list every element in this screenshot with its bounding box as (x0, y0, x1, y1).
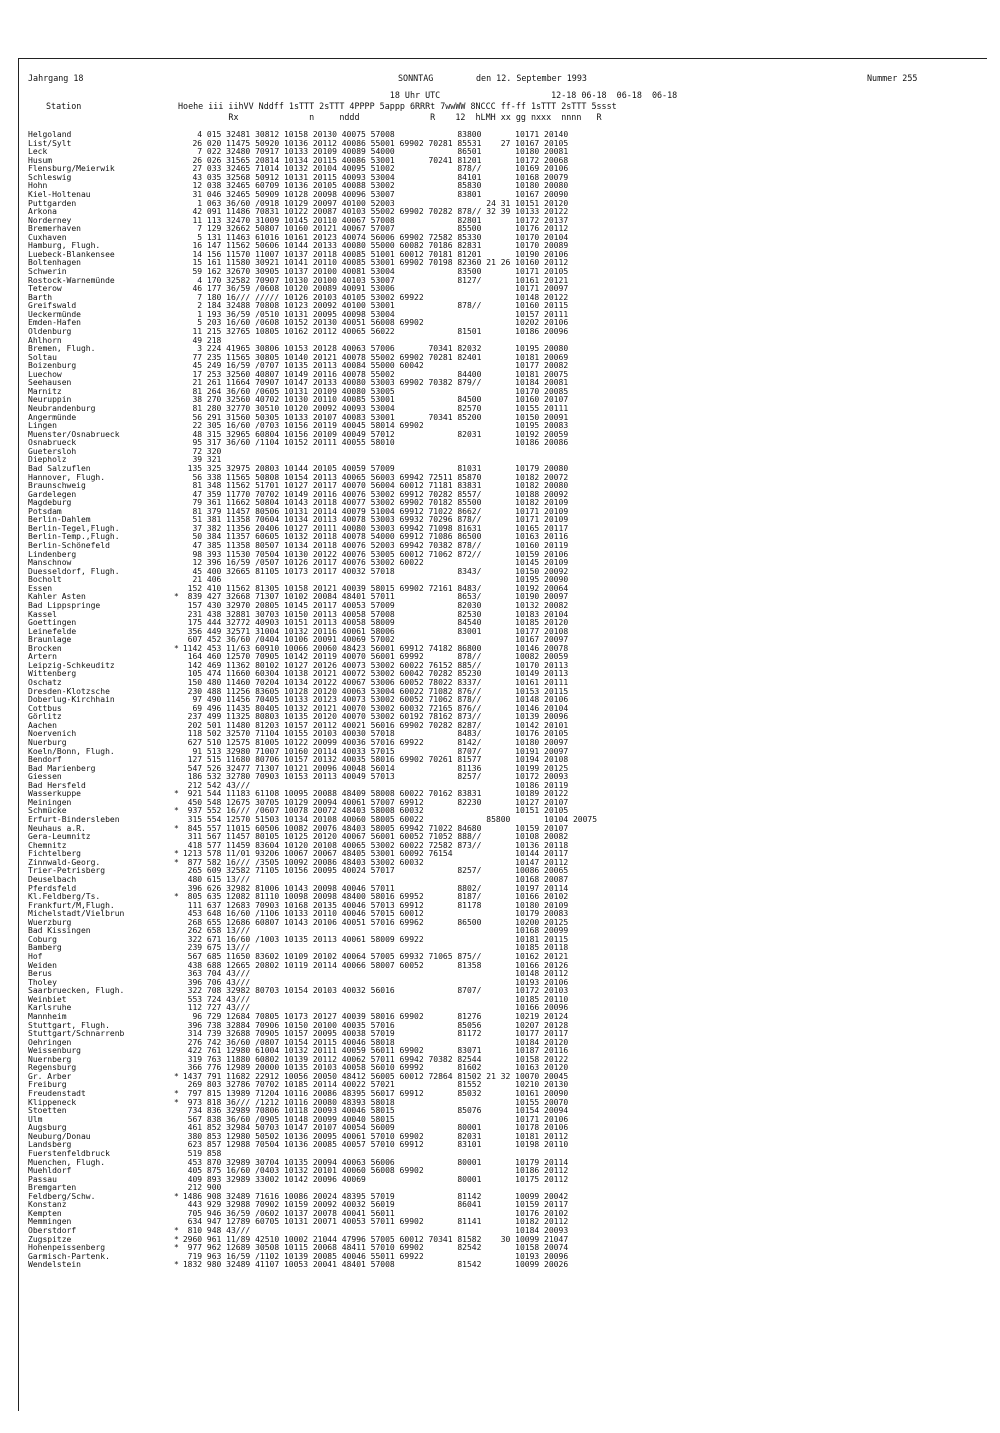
observation-values: 418 577 11459 83604 10120 20108 40065 53002 60022 72582 873// 10136 20118 (178, 840, 569, 850)
observation-values: 26 026 31565 20814 10134 20115 40086 53001 70241 81201 10172 20068 (178, 155, 569, 165)
station-name: Muehldorf (28, 1166, 72, 1176)
station-name: Teterow (28, 284, 62, 294)
observation-values: 356 449 32571 31004 10132 20116 40061 58006 83001 10177 20108 (178, 626, 569, 636)
observation-values: 877 582 16/// /3505 10092 20086 48403 53002 60032 10147 20112 (178, 857, 569, 867)
observation-values: 7 129 32662 50807 10160 20121 40067 57007 85500 10176 20112 (178, 224, 569, 234)
observation-values: 405 875 16/60 /0403 10132 20101 40060 56008 69902 10186 20112 (178, 1166, 569, 1176)
weekday-label: SONNTAG (398, 73, 434, 83)
observation-values: 239 675 13/// 10185 20118 (178, 943, 569, 953)
observation-values: 797 815 13989 71204 10116 20086 48395 56017 69912 85032 10161 20090 (178, 1089, 569, 1098)
station-name: Brocken (28, 643, 62, 653)
observation-values: 150 480 11460 70204 10134 20122 40067 53006 60052 78022 8337/ 10161 20111 (178, 678, 569, 687)
observation-values: 380 853 12980 50502 10136 20095 40061 57010 69902 82031 10181 20112 (178, 1131, 569, 1141)
observation-values: 1486 908 32489 71616 10086 20024 48395 57019 81142 10099 20042 (178, 1191, 569, 1201)
observation-values: 175 444 32772 40903 10151 20113 40058 58009 84540 10185 20120 (178, 618, 569, 628)
station-name: Goettingen (28, 618, 77, 628)
observation-values: 45 249 16/59 /0707 10135 20113 40084 55000 60042 10177 20082 (178, 361, 569, 371)
station-name: Wendelstein (28, 1260, 81, 1270)
jahrgang-label: Jahrgang 18 (28, 73, 84, 83)
station-name: Karlsruhe (28, 1003, 72, 1013)
station-name: Tholey (28, 977, 57, 987)
station-name: Weissenburg (28, 1046, 81, 1056)
observation-values: 37 382 11356 20406 10127 20111 40080 53003 69942 71098 81631 10165 20117 (178, 523, 569, 533)
station-name: Helgoland (28, 130, 72, 139)
station-name: Hohenpeissenberg (28, 1243, 106, 1253)
column-header-line-3: Rx n nddd R 12 hLMH xx gg nxxx nnnn R (178, 112, 602, 122)
observation-values: 27 033 32465 71014 10132 20104 40095 51002 878// 10169 20106 (178, 164, 569, 174)
station-name: Frankfurt/M,Flugh. (28, 900, 115, 910)
station-name: Stuttgart/Schnarrenb (28, 1029, 125, 1039)
station-name: Muenster/Osnabrueck (28, 429, 120, 439)
station-name: Oschatz (28, 678, 62, 687)
observation-values: 937 552 16/// /0607 10078 20072 48403 58008 60032 10151 20105 (178, 806, 569, 816)
observation-values: 14 156 11570 11007 10137 20118 40085 51001 60012 70181 81201 10190 20106 (178, 249, 569, 259)
observation-values: 422 761 12980 61004 10132 20111 40059 56011 69902 83071 10187 20116 (178, 1046, 569, 1056)
station-name: Norderney (28, 215, 72, 225)
station-name: Ulm (28, 1114, 43, 1124)
station-name: Osnabrueck (28, 438, 77, 448)
observation-values: 112 727 43/// 10166 20096 (178, 1003, 569, 1013)
observation-values: 1213 578 11/01 93206 10067 20067 48405 53001 60092 76154 10144 20117 (178, 849, 569, 859)
observation-values: 734 836 32989 70806 10118 20093 40046 58015 85076 10154 20094 (178, 1106, 569, 1116)
station-name: Kiel-Holtenau (28, 189, 91, 199)
station-name: Arkona (28, 207, 57, 217)
station-name: Schmücke (28, 806, 67, 816)
observation-values: 31 046 32465 50909 10128 20098 40096 53007 83801 10167 20090 (178, 189, 569, 199)
station-name: Neuruppin (28, 395, 72, 405)
observation-values: 91 513 32980 71007 10160 20114 40033 57015 8707/ 10191 20097 (178, 746, 569, 756)
observation-values: 212 542 43/// 10186 20119 (178, 780, 569, 790)
station-name: Leck (28, 147, 48, 157)
observation-values: 111 637 12683 70903 10168 20135 40046 57013 69912 81178 10180 20109 (178, 900, 569, 910)
mountain-station-marker: * (174, 823, 179, 833)
observation-values: 1 063 36/60 /0918 10129 20097 40100 52003 24 31 10151 20120 (178, 198, 569, 208)
observation-values: 705 946 36/59 /0602 10137 20078 40041 56011 10176 20102 (178, 1208, 569, 1218)
station-name: Ueckermünde (28, 309, 81, 319)
observation-values: 2960 961 11/89 42510 10002 21044 47996 57005 60012 70341 81582 30 10099 21047 (178, 1234, 569, 1244)
observation-values: 95 317 36/60 /1104 10152 20111 40055 58010 10186 20086 (178, 438, 569, 448)
station-name: Mannheim (28, 1011, 67, 1021)
observation-values: 607 452 36/60 /0404 10106 20091 40069 57002 10167 20097 (178, 635, 569, 645)
station-name: Saarbruecken, Flugh. (28, 986, 125, 996)
observation-values: 16 147 11562 50606 10144 20133 40080 55000 60082 70186 82831 10170 20089 (178, 241, 569, 251)
mountain-station-marker: * (174, 1071, 179, 1081)
observation-values: 443 929 32988 70902 10159 20092 40032 56019 86041 10159 20117 (178, 1200, 569, 1210)
mountain-station-marker: * (174, 1226, 179, 1235)
station-name: Boltenhagen (28, 258, 81, 268)
mountain-station-marker: * (174, 1260, 179, 1270)
mountain-station-marker: * (174, 1089, 179, 1098)
observation-values: 5 131 11463 61016 10161 20123 40074 56006 69902 72582 85330 10170 20104 (178, 232, 569, 242)
observation-values: 461 852 32984 50703 10147 20107 40054 56009 80001 10178 20106 (178, 1123, 569, 1133)
observation-values: 805 635 12082 81110 10098 20098 48400 58016 69952 8187/ 10166 20102 (178, 892, 569, 902)
station-name: Schwerin (28, 267, 67, 276)
observation-values: 3 224 41965 30806 10153 20128 40063 57006 70341 82032 10195 20080 (178, 344, 569, 354)
observation-values: 237 499 11325 80803 10135 20120 40070 53002 60192 78162 873// 10139 20096 (178, 712, 569, 722)
station-name: Berlin-Tegel,Flugh. (28, 523, 120, 533)
station-name: Bad Kissingen (28, 926, 91, 936)
observation-values: 276 742 36/60 /0807 10154 20115 40046 58018 10184 20120 (178, 1037, 569, 1047)
observation-values: 118 502 32570 71104 10155 20103 40030 57018 8483/ 10176 20105 (178, 729, 569, 739)
observation-values: 810 948 43/// 10184 20093 (178, 1226, 569, 1235)
station-name: Nuerburg (28, 737, 67, 747)
station-name: Freiburg (28, 1080, 67, 1090)
observation-values: 47 359 11770 70702 10149 20116 40076 53002 69912 70282 8557/ 10188 20092 (178, 489, 569, 499)
observation-values: 322 708 32982 80703 10154 20103 40032 56016 8707/ 10172 20103 (178, 986, 569, 996)
station-name: Berlin-Dahlem (28, 515, 91, 525)
station-name: Duesseldorf, Flugh. (28, 566, 120, 576)
station-name: Gr. Arber (28, 1071, 72, 1081)
observation-values: 96 729 12684 70805 10173 20127 40039 58016 69902 81276 10219 20124 (178, 1011, 569, 1021)
observation-values: 12 396 16/59 /0507 10126 20117 40076 53002 60022 10145 20109 (178, 558, 569, 568)
observation-values: 21 261 11664 70907 10147 20133 40080 53003 69902 70382 879// 10184 20081 (178, 378, 569, 388)
station-name: Deuselbach (28, 874, 77, 884)
station-name: Bremgarten (28, 1183, 77, 1193)
station-name: Chemnitz (28, 840, 67, 850)
station-name: Braunschweig (28, 481, 86, 491)
mountain-station-marker: * (174, 643, 179, 653)
station-name: Wittenberg (28, 669, 77, 679)
station-name: Emden-Hafen (28, 318, 81, 328)
station-name: Gardelegen (28, 489, 77, 499)
observation-values: 480 615 13/// 10168 20087 (178, 874, 569, 884)
station-name: List/Sylt (28, 138, 72, 148)
station-name: Ahlhorn (28, 335, 62, 345)
observation-values: 634 947 12789 60705 10131 20071 40053 57011 69902 81141 10182 20112 (178, 1217, 569, 1227)
observation-values: 46 177 36/59 /0608 10120 20089 40091 53006 10171 20097 (178, 284, 569, 294)
observation-values: 50 384 11357 60605 10132 20118 40078 54000 69912 71086 86500 10163 20116 (178, 532, 569, 542)
station-name: Luechow (28, 369, 62, 379)
observation-values: 4 015 32481 30812 10158 20130 40075 57008 83800 10171 20140 (178, 130, 569, 139)
observation-values: 973 818 36/// /1212 10116 20080 48393 58018 10155 20070 (178, 1097, 569, 1107)
station-name: Fichtelberg (28, 849, 81, 859)
station-name: Rostock-Warnemünde (28, 275, 115, 285)
station-name: Coburg (28, 934, 57, 944)
station-name: Cuxhaven (28, 232, 67, 242)
station-name: Angermünde (28, 412, 77, 422)
mountain-station-marker: * (174, 1234, 179, 1244)
station-name: Augsburg (28, 1123, 67, 1133)
station-name: Hof (28, 952, 43, 961)
station-name: Lindenberg (28, 549, 77, 559)
observation-values: 127 515 11680 80706 10157 20132 40035 58016 69902 70261 81577 10194 20108 (178, 755, 569, 765)
mountain-station-marker: * (174, 789, 179, 799)
station-name: Guetersloh (28, 446, 77, 456)
observation-values: 15 161 11580 30921 10141 20110 40085 53001 69902 70198 82360 21 26 10160 20112 (178, 258, 569, 268)
station-name: Regensburg (28, 1063, 77, 1073)
station-name: Soltau (28, 352, 57, 362)
station-name: Greifswald (28, 301, 77, 311)
observation-values: 56 291 31560 50305 10133 20107 40083 53001 70341 85200 10150 20091 (178, 412, 569, 422)
station-name: Boizenburg (28, 361, 77, 371)
station-name: Berlin-Schönefeld (28, 541, 110, 550)
observation-values: 7 180 16/// ///// 10126 20103 40105 53002 69922 10148 20122 (178, 292, 569, 302)
station-name: Stuttgart, Flugh. (28, 1020, 110, 1030)
station-name: Puttgarden (28, 198, 77, 208)
observation-values: 438 688 12665 20802 10119 20114 40066 58007 60052 81358 10166 20126 (178, 960, 569, 970)
date-label: den 12. September 1993 (476, 73, 587, 83)
station-name: Giessen (28, 772, 62, 782)
station-name: Kl.Feldberg/Ts. (28, 892, 101, 902)
station-name: Magdeburg (28, 498, 72, 508)
observation-values: 11 113 32470 31009 10145 20110 40067 57008 82801 10172 20137 (178, 215, 569, 225)
observation-values: 231 438 32881 30703 10150 20113 40058 57008 82530 10183 20104 (178, 609, 569, 619)
observation-values: 1437 791 11682 22912 10056 20050 48412 56005 60012 72864 81502 21 32 10070 20045 (178, 1071, 569, 1081)
observation-values: 4 170 32582 70907 10130 20100 40103 53007 8127/ 10161 20121 (178, 275, 569, 285)
station-name: Neuhaus a.R. (28, 823, 86, 833)
observation-values: 11 215 32765 10805 10162 20112 40065 56022 81501 10186 20096 (178, 326, 569, 336)
station-name: Leinefelde (28, 626, 77, 636)
observation-values: 97 490 11456 70405 10133 20123 40073 53002 60052 71062 878// 10148 20106 (178, 695, 569, 705)
observation-values: 265 609 32582 71105 10156 20095 40024 57017 8257/ 10086 20065 (178, 866, 569, 876)
observation-values: 1142 453 11/63 60910 10066 20060 48423 56001 69912 74182 86800 10146 20078 (178, 643, 569, 653)
observation-values: 315 554 12570 51503 10134 20108 40060 58005 60022 85800 10104 20075 (178, 815, 598, 824)
observation-values: 39 321 (178, 455, 222, 465)
column-header-line-1: 18 Uhr UTC 12-18 06-18 06-18 06-18 (178, 90, 678, 100)
station-name: Konstanz (28, 1200, 67, 1210)
station-name: Lingen (28, 421, 57, 431)
observation-values: 202 501 11480 81203 10157 20112 40021 56016 69902 70282 8287/ 10142 20101 (178, 720, 569, 730)
observation-values: 38 270 32560 40702 10130 20110 40085 53001 84500 10160 20107 (178, 395, 569, 405)
station-name: Kempten (28, 1208, 62, 1218)
observation-values: 21 406 10195 20090 (178, 575, 569, 585)
station-name: Essen (28, 583, 53, 593)
station-name: Doberlug-Kirchhain (28, 695, 115, 705)
observation-values: 845 557 11015 60506 10082 20076 48403 58005 69942 71022 84680 10159 20107 (178, 823, 569, 833)
observation-values: 22 305 16/60 /0703 10156 20119 40045 58014 69902 10195 20083 (178, 421, 569, 431)
station-name: Koeln/Bonn, Flugh. (28, 746, 115, 756)
station-name: Flensburg/Meierwik (28, 164, 115, 174)
observation-values: 47 385 11358 80507 10134 20118 40076 52003 69942 70382 878// 10160 20119 (178, 541, 569, 550)
observation-values: 262 658 13/// 10168 20099 (178, 926, 569, 936)
observation-values: 81 379 11457 80506 10131 20114 40079 51004 69912 71022 8662/ 10171 20109 (178, 506, 569, 516)
observation-values: 142 469 11362 80102 10127 20126 40073 53002 60022 76152 885// 10170 20113 (178, 660, 569, 670)
station-name: Berus (28, 969, 53, 979)
observation-values: 567 685 11650 83602 10109 20102 40064 57005 69932 71065 875// 10162 20121 (178, 952, 569, 961)
observation-values: 322 671 16/60 /1003 10135 20113 40061 58009 69922 10181 20115 (178, 934, 569, 944)
station-name: Wuerzburg (28, 917, 72, 927)
station-name: Bad Hersfeld (28, 780, 86, 790)
observation-values: 1832 980 32489 41107 10053 20041 48401 57008 81542 10099 20026 (178, 1260, 569, 1270)
observation-values: 409 893 32989 33002 10142 20096 40069 80001 10175 20112 (178, 1174, 569, 1184)
station-name: Landsberg (28, 1140, 72, 1150)
observation-values: 45 400 32665 81105 10173 20117 40032 57018 8343/ 10150 20092 (178, 566, 569, 576)
station-name: Muenchen, Flugh. (28, 1157, 106, 1167)
station-name: Bocholt (28, 575, 62, 585)
observation-values: 311 567 11457 80105 10125 20120 40067 56001 60052 71052 888// 10108 20082 (178, 832, 569, 842)
station-name: Aachen (28, 720, 57, 730)
observation-values: 450 548 12675 30705 10129 20094 40061 57007 69912 82230 10127 20107 (178, 797, 569, 807)
station-name: Manschnow (28, 558, 72, 568)
station-name: Bendorf (28, 755, 62, 765)
observation-values: 98 393 11530 70504 10130 20122 40076 53005 60012 71062 872// 10159 20106 (178, 549, 569, 559)
station-name: Hamburg, Flugh. (28, 241, 101, 251)
observation-values: 69 496 11435 80405 10132 20121 40070 53002 60032 72165 876// 10146 20104 (178, 703, 569, 713)
observation-values: 5 203 16/60 /0608 10152 20130 40051 56008 69902 10202 20106 (178, 318, 569, 328)
station-name: Freudenstadt (28, 1089, 86, 1098)
station-name: Passau (28, 1174, 57, 1184)
observation-values: 230 488 11256 83605 10128 20120 40063 53004 60022 71082 876// 10153 20115 (178, 686, 569, 696)
station-name: Kassel (28, 609, 57, 619)
observation-values: 453 648 16/60 /1106 10133 20110 40046 57015 60012 10179 20083 (178, 909, 569, 919)
station-name: Weiden (28, 960, 57, 970)
observation-values: 212 900 (178, 1183, 222, 1193)
mountain-station-marker: * (174, 892, 179, 902)
station-name: Meiningen (28, 797, 72, 807)
station-name: Gera-Leumnitz (28, 832, 91, 842)
observation-values: 719 963 16/59 /1102 10139 20085 40046 55011 69922 10193 20096 (178, 1251, 569, 1261)
observation-values: 152 410 11562 81305 10158 20121 40039 58015 69902 72161 8483/ 10192 20064 (178, 583, 569, 593)
observation-values: 453 870 32989 30704 10135 20094 40063 56006 80001 10179 20114 (178, 1157, 569, 1167)
station-name: Feldberg/Schw. (28, 1191, 96, 1201)
observation-values: 7 022 32480 70917 10133 20109 40089 54000 86501 10180 20081 (178, 147, 569, 157)
observation-values: 17 253 32560 40807 10149 20116 40078 55002 84400 10181 20075 (178, 369, 569, 379)
observation-values: 363 704 43/// 10148 20112 (178, 969, 569, 979)
station-name: Neuburg/Donau (28, 1131, 91, 1141)
observation-values: 48 315 32965 60804 10156 20109 40049 57012 82031 10192 20059 (178, 429, 569, 439)
station-name: Cottbus (28, 703, 62, 713)
station-name: Garmisch-Partenk. (28, 1251, 110, 1261)
mountain-station-marker: * (174, 592, 179, 602)
station-name: Leipzig-Schkeuditz (28, 660, 115, 670)
mountain-station-marker: * (174, 1243, 179, 1253)
mountain-station-marker: * (174, 857, 179, 867)
station-name: Seehausen (28, 378, 72, 388)
observation-values: 12 038 32465 60709 10136 20105 40088 53002 85830 10180 20080 (178, 181, 569, 191)
station-name: Görlitz (28, 712, 62, 722)
station-name: Marnitz (28, 386, 62, 396)
station-name: Trier-Petrisberg (28, 866, 106, 876)
station-name: Michelstadt/Vielbrun (28, 909, 125, 919)
station-name: Braunlage (28, 635, 72, 645)
station-name: Bamberg (28, 943, 62, 953)
observation-values: 56 338 11565 50808 10154 20113 40065 56003 69942 72511 85870 10182 20072 (178, 472, 569, 482)
mountain-station-marker: * (174, 1191, 179, 1201)
observation-values: 72 320 (178, 446, 222, 456)
station-name: Berlin-Temp.,Flugh. (28, 532, 120, 542)
observation-values: 553 724 43/// 10185 20110 (178, 994, 569, 1004)
observation-values: 164 460 12570 70905 10142 20119 40070 56001 69992 878// 10082 20059 (178, 652, 569, 662)
station-name: Nuernberg (28, 1054, 72, 1064)
station-name: Barth (28, 292, 53, 302)
station-name: Pferdsfeld (28, 883, 77, 893)
observation-values: 314 739 32688 70905 10157 20095 40038 57019 81172 10177 20117 (178, 1029, 569, 1039)
station-name: Memmingen (28, 1217, 72, 1227)
station-name: Bremerhaven (28, 224, 81, 234)
station-name: Oehringen (28, 1037, 72, 1047)
observation-values: 396 706 43/// 10193 20106 (178, 977, 569, 987)
observation-values: 977 962 12689 30508 10115 20068 48411 57010 69902 82542 10158 20074 (178, 1243, 569, 1253)
observation-values: 2 184 32488 70808 10123 20092 40100 53001 878// 10160 20115 (178, 301, 569, 311)
station-name: Klippeneck (28, 1097, 77, 1107)
station-name: Noervenich (28, 729, 77, 739)
observation-values: 396 626 32982 81006 10143 20098 40046 57011 8802/ 10197 20114 (178, 883, 569, 893)
station-name: Neubrandenburg (28, 404, 96, 413)
observation-values: 105 474 11660 60304 10138 20121 40072 53002 60042 70282 85230 10149 20113 (178, 669, 569, 679)
station-name: Bad Salzuflen (28, 463, 91, 473)
station-name: Luebeck-Blankensee (28, 249, 115, 259)
station-name: Zugspitze (28, 1234, 72, 1244)
station-name: Dresden-Klotzsche (28, 686, 110, 696)
observation-values: 623 857 12988 70504 10136 20085 40057 57010 69912 83101 10198 20110 (178, 1140, 569, 1150)
station-name: Diepholz (28, 455, 67, 465)
observation-values: 42 091 11486 70831 10122 20087 40103 55002 69902 70282 878// 32 39 10133 20122 (178, 207, 569, 217)
observation-values: 269 803 32786 70702 10185 20114 40022 57021 81552 10210 20130 (178, 1080, 569, 1090)
observation-values: 77 235 11565 30805 10140 20121 40078 55002 69902 70281 82401 10181 20069 (178, 352, 569, 362)
mountain-station-marker: * (174, 1097, 179, 1107)
station-name: Bremen, Flugh. (28, 344, 96, 354)
station-name: Fuerstenfeldbruck (28, 1148, 110, 1158)
observation-values: 567 838 36/60 /0905 10148 20099 40040 58015 10171 20106 (178, 1114, 569, 1124)
station-name: Bad Lippspringe (28, 600, 101, 610)
station-name: Husum (28, 155, 53, 165)
observation-values: 81 348 11562 51701 10127 20117 40070 56004 60012 71181 83831 10182 20080 (178, 481, 569, 491)
observation-values: 268 655 12686 60807 10143 20106 40051 57016 69962 86500 10200 20125 (178, 917, 569, 927)
observation-values: 319 763 11880 60802 10139 20112 40062 57011 69942 70382 82544 10158 20122 (178, 1054, 569, 1064)
observation-values: 81 280 32770 30510 10120 20092 40093 53004 82570 10155 20111 (178, 404, 569, 413)
station-name: Schleswig (28, 172, 72, 182)
observation-values: 81 264 36/60 /0605 10131 20109 40080 53005 10170 20085 (178, 386, 569, 396)
observation-values: 51 381 11358 70604 10134 20113 40078 53003 69932 70296 878// 10171 20109 (178, 515, 569, 525)
column-header-line-2: Hoehe iii iihVV Nddff 1sTTT 2sTTT 4PPPP 5appp 6RRRt 7wwWW 8NCCC ff-ff 1sTTT 2sTTT 5ssst (178, 101, 617, 111)
observation-values: 26 020 11475 50920 10136 20112 40086 55001 69902 70281 85531 27 10167 20105 (178, 138, 569, 148)
mountain-station-marker: * (174, 806, 179, 816)
observation-values: 135 325 32975 20803 10144 20105 40059 57009 81031 10179 20080 (178, 463, 569, 473)
station-name: Hannover, Flugh. (28, 472, 106, 482)
observation-values: 627 510 12575 81005 10122 20099 40036 57016 69922 8142/ 10180 20097 (178, 737, 569, 747)
observation-values: 921 544 11183 61108 10095 20088 48409 58008 60022 70162 83831 10189 20122 (178, 789, 569, 799)
observation-values: 59 162 32670 30905 10137 20100 40081 53004 83500 10171 20105 (178, 267, 569, 276)
issue-number: Nummer 255 (867, 73, 918, 83)
station-name: Artern (28, 652, 57, 662)
station-name: Hohn (28, 181, 48, 191)
observation-values: 79 361 11662 50804 10143 20118 40077 53002 69902 70182 85500 10182 20109 (178, 498, 569, 508)
observation-values: 1 193 36/59 /0510 10131 20095 40098 53004 10157 20111 (178, 309, 569, 319)
station-name: Bad Marienberg (28, 763, 96, 773)
station-name: Weinbiet (28, 994, 67, 1004)
station-name: Wasserkuppe (28, 789, 81, 799)
observation-values: 186 532 32780 70903 10153 20113 40049 57013 8257/ 10172 20093 (178, 772, 569, 782)
observation-values: 49 218 (178, 335, 222, 345)
observation-values: 547 526 32477 71307 10121 20096 40048 56014 81136 10199 20125 (178, 763, 569, 773)
observation-values: 396 738 32884 70906 10150 20100 40035 57016 85056 10207 20128 (178, 1020, 569, 1030)
station-name: Erfurt-Bindersleben (28, 815, 120, 824)
station-name: Zinnwald-Georg. (28, 857, 101, 867)
station-name: Oberstdorf (28, 1226, 77, 1235)
station-column-header: Station (46, 101, 82, 111)
observation-values: 839 427 32668 71307 10102 20084 48401 57011 8653/ 10190 20097 (178, 592, 569, 602)
observation-values: 519 858 (178, 1148, 222, 1158)
mountain-station-marker: * (174, 849, 179, 859)
station-name: Stoetten (28, 1106, 67, 1116)
station-name: Kahler Asten (28, 592, 86, 602)
station-name: Oldenburg (28, 326, 72, 336)
observation-values: 157 430 32970 20805 10145 20117 40053 57009 82030 10132 20082 (178, 600, 569, 610)
station-name: Potsdam (28, 506, 62, 516)
observation-values: 43 035 32568 50912 10131 20115 40093 53004 84101 10168 20079 (178, 172, 569, 182)
observation-values: 366 776 12989 20000 10135 20103 40058 56010 69992 81602 10163 20120 (178, 1063, 569, 1073)
